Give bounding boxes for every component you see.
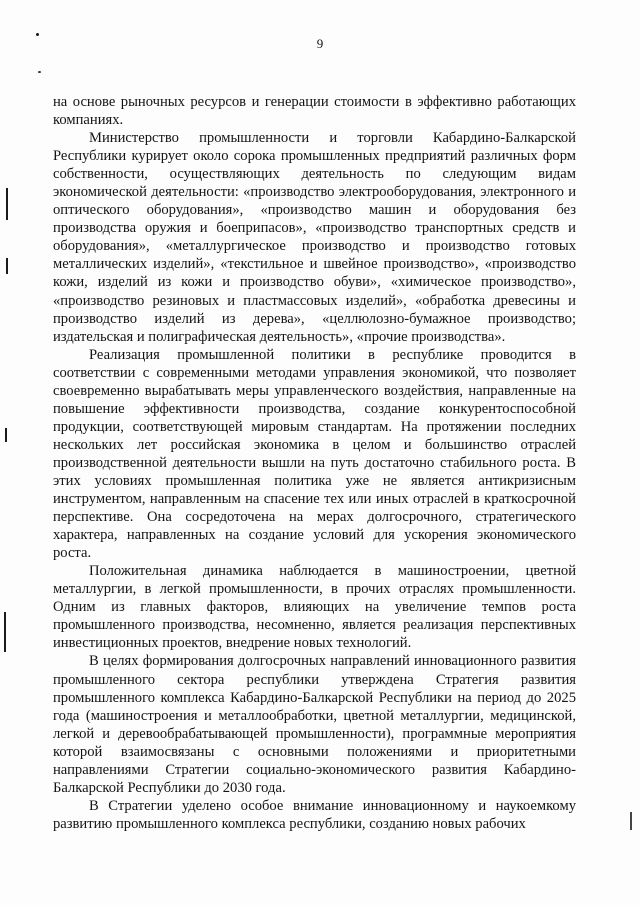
document-body [53,93,576,833]
scan-margin-mark [630,812,632,830]
paragraph-policy: Реализация промышленной политики в республике проводится в соответствии с современными методами управления экономикой, что позволяет своевременно вырабатывать меры управленческого воздействия, направленные на повышение эффективности производства, создание конкурентоспособной продукции, соответствующей мировым стандартам. На протяжении последних нескольких лет российская экономика в целом и большинство отраслей производственной деятельности вышли на путь достаточно стабильного роста. В этих условиях промышленная политика уже не является антикризисным инструментом, направленным на спасение тех или иных отраслей в краткосрочной перспективе. Она сосредоточена на мерах долгосрочного, стратегического характера, направленных на создание условий для ускорения экономического роста. [53,346,576,562]
scan-margin-mark [5,428,7,442]
paragraph-continuation: на основе рыночных ресурсов и генерации стоимости в эффективно работающих компаниях. [53,94,576,129]
paragraph-innovation: В Стратегии уделено особое внимание инновационному и наукоемкому развитию промышленного комплекса республики, созданию новых рабочих [53,797,576,832]
scan-margin-mark [6,258,8,274]
paragraph-strategy: В целях формирования долгосрочных направлений инновационного развития промышленного сектора республики утверждена Стратегия развития промышленного комплекса Кабардино-Балкарской Республики на период до 2025 года (машиностроения и металлообработки, цветной металлургии, медицинской, легкой и деревообрабатывающей промышленности), программные мероприятия которой взаимосвязаны с основными положениями и приоритетными направлениями Стратегии социально-экономического развития Кабардино-Балкарской Республики до 2030 года. [53,653,576,796]
scan-dot [38,71,41,73]
scan-margin-mark [4,612,6,652]
scan-margin-mark [6,188,8,220]
paragraph-ministry: Министерство промышленности и торговли Кабардино-Балкарской Республики курирует около сорока промышленных предприятий различных форм собственности, осуществляющих деятельность по следующим видам экономической деятельности: «производство электрооборудования, электронного и оптического оборудования», «производство машин и оборудования без производства оружия и боеприпасов», «производство транспортных средств и оборудования», «металлургическое производство и производство готовых металлических изделий», «текстильное и швейное производство», «производство кожи, изделий из кожи и производство обуви», «химическое производство», «производство резиновых и пластмассовых изделий», «обработка древесины и производство изделий из дерева», «целлюлозно-бумажное производство; издательская и полиграфическая деятельность», «прочие производства». [53,130,576,345]
page-number: 9 [316,36,324,51]
paragraph-dynamics: Положительная динамика наблюдается в машиностроении, цветной металлургии, в легкой промышленности, в прочих отраслях промышленности. Одним из главных факторов, влияющих на увеличение темпов роста промышленного производства, несомненно, является реализация перспективных инвестиционных проектов, внедрение новых технологий. [53,563,576,652]
